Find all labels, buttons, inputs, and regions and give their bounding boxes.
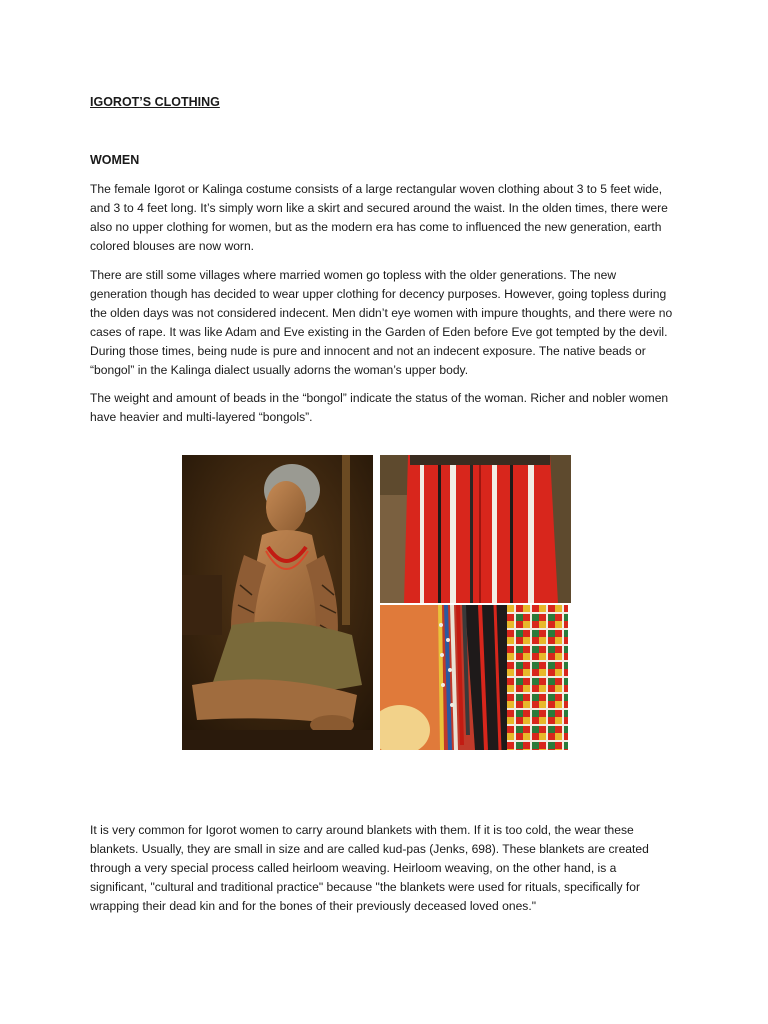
document-title: IGOROT’S CLOTHING — [90, 95, 220, 109]
paragraph-1: The female Igorot or Kalinga costume consists of a large rectangular woven clothing about 3 to 5 feet wide, and 3 to 4 feet long. It’s simply worn like a skirt and secured around the waist. In the olden times, there were also no upper clothing for women, but as the modern era has come to influenced the new generation, earth colored blouses are now worn. — [90, 182, 668, 253]
paragraph-2: There are still some villages where married women go topless with the older generations. The new generation though has decided to wear upper clothing for decency purposes. However, going topless during the olden days was not considered indecent. Men didn’t eye women with impure thoughts, and there were no cases of rape. It was like Adam and Eve existing in the Garden of Eden before Eve got tempted by the devil. During those times, being nude is pure and innocent and not an indecent exposure. The native beads or “bongol” in the Kalinga dialect usually adorns the woman’s upper body. — [90, 268, 673, 377]
photo-red-woven-skirt — [380, 455, 571, 603]
paragraph-4: It is very common for Igorot women to carry around blankets with them. If it is too cold, the wear these blankets. Usually, they are small in size and are called kud-pas (Jenks, 698). These blankets are created through a very special process called heirloom weaving. Heirloom weaving, on the other hand, is a significant, "cultural and traditional practice" because "the blankets were used for rituals, specifically for wrapping their dead kin and for the bones of their previously deceased loved ones." — [90, 823, 649, 913]
paragraph-3: The weight and amount of beads in the “bongol” indicate the status of the woman. Richer and nobler women have heavier and multi-layered “bongols”. — [90, 391, 669, 424]
photo-elderly-woman — [182, 455, 373, 750]
section-heading: WOMEN — [90, 153, 140, 167]
photo-beaded-bongol — [380, 605, 507, 750]
photo-checkered-blanket — [507, 605, 568, 750]
